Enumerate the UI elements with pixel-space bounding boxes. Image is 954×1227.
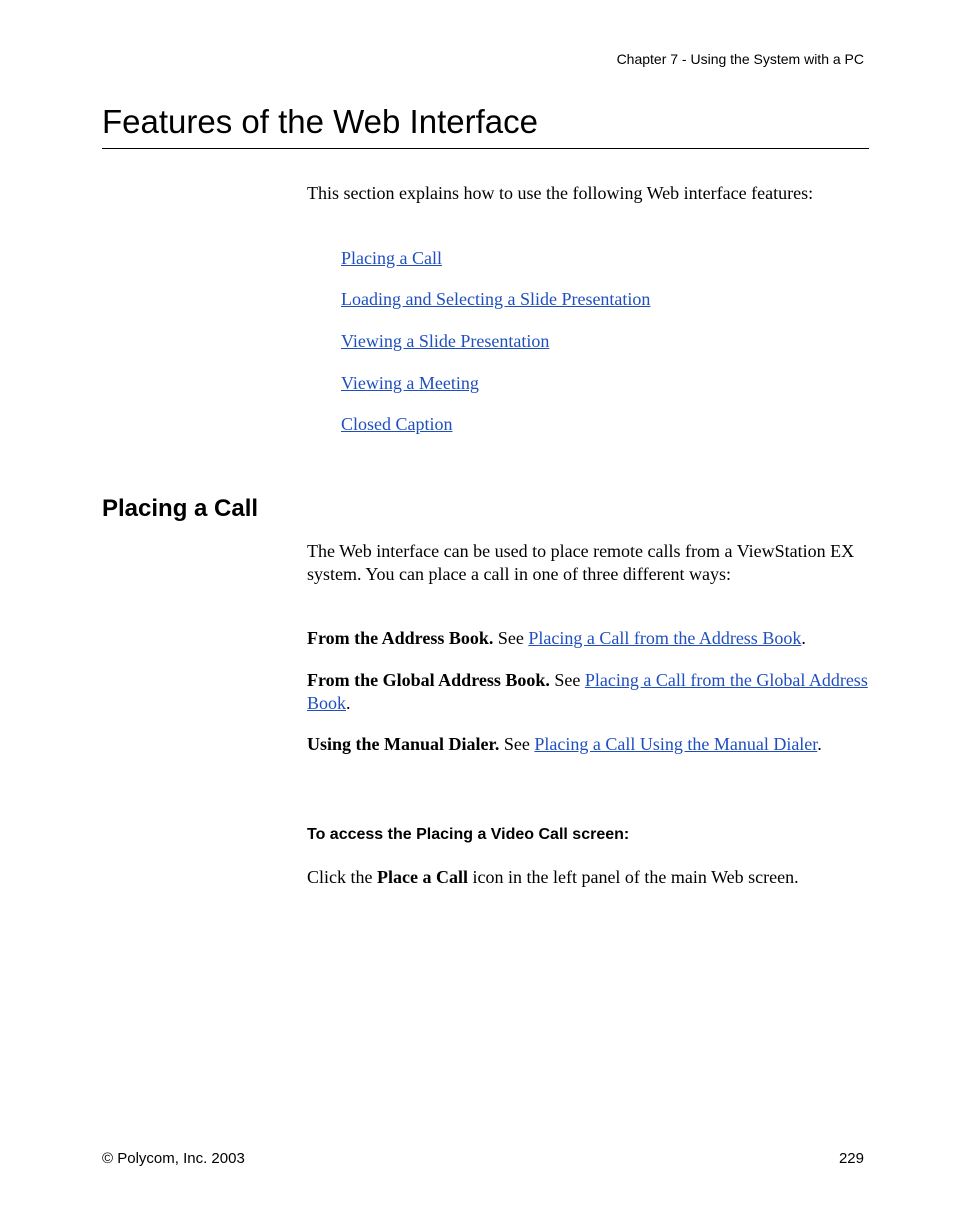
section-intro-text: The Web interface can be used to place remote calls from a ViewStation EX system. You can place a call in one of three different ways: <box>307 541 855 584</box>
step-post: icon in the left panel of the main Web screen. <box>467 867 799 887</box>
link-address-book[interactable]: Placing a Call from the Address Book <box>528 628 802 648</box>
way-see: See <box>493 628 529 648</box>
link-viewing-a-meeting[interactable]: Viewing a Meeting <box>341 373 479 393</box>
procedure-heading: To access the Placing a Video Call screen: <box>307 826 630 843</box>
way-see: See <box>499 734 535 754</box>
link-global-address-book[interactable]: Placing a Call from the Global Address Book <box>307 670 868 713</box>
chapter-title: Features of the Web Interface <box>102 103 538 140</box>
intro-text: This section explains how to use the following Web interface features: <box>307 183 814 203</box>
way-lead: From the Address Book. <box>307 628 494 648</box>
title-rule <box>102 148 869 149</box>
way-manual-dialer <box>307 733 842 756</box>
footer-copyright: © Polycom, Inc. 2003 <box>102 1150 245 1167</box>
link-placing-a-call[interactable]: Placing a Call <box>341 248 442 268</box>
step-bold: Place a Call <box>377 867 468 887</box>
running-head: Chapter 7 - Using the System with a PC <box>616 51 864 67</box>
link-loading-slide-presentation[interactable]: Loading and Selecting a Slide Presentation <box>341 289 651 309</box>
link-closed-caption[interactable]: Closed Caption <box>341 414 453 434</box>
way-see: See <box>549 670 585 690</box>
procedure-step <box>307 866 872 889</box>
link-manual-dialer[interactable]: Placing a Call Using the Manual Dialer <box>534 734 818 754</box>
section-intro-paragraph <box>307 540 872 586</box>
intro-paragraph <box>307 182 872 205</box>
way-global-address-book <box>307 669 872 715</box>
step-pre: Click the <box>307 867 377 887</box>
footer-page-number: 229 <box>838 1150 864 1167</box>
way-end: . <box>801 628 806 648</box>
section-title: Placing a Call <box>102 495 259 522</box>
way-end: . <box>346 693 351 713</box>
way-address-book <box>307 627 872 650</box>
way-end: . <box>817 734 822 754</box>
way-lead: From the Global Address Book. <box>307 670 550 690</box>
link-viewing-slide-presentation[interactable]: Viewing a Slide Presentation <box>341 331 550 351</box>
way-lead: Using the Manual Dialer. <box>307 734 500 754</box>
